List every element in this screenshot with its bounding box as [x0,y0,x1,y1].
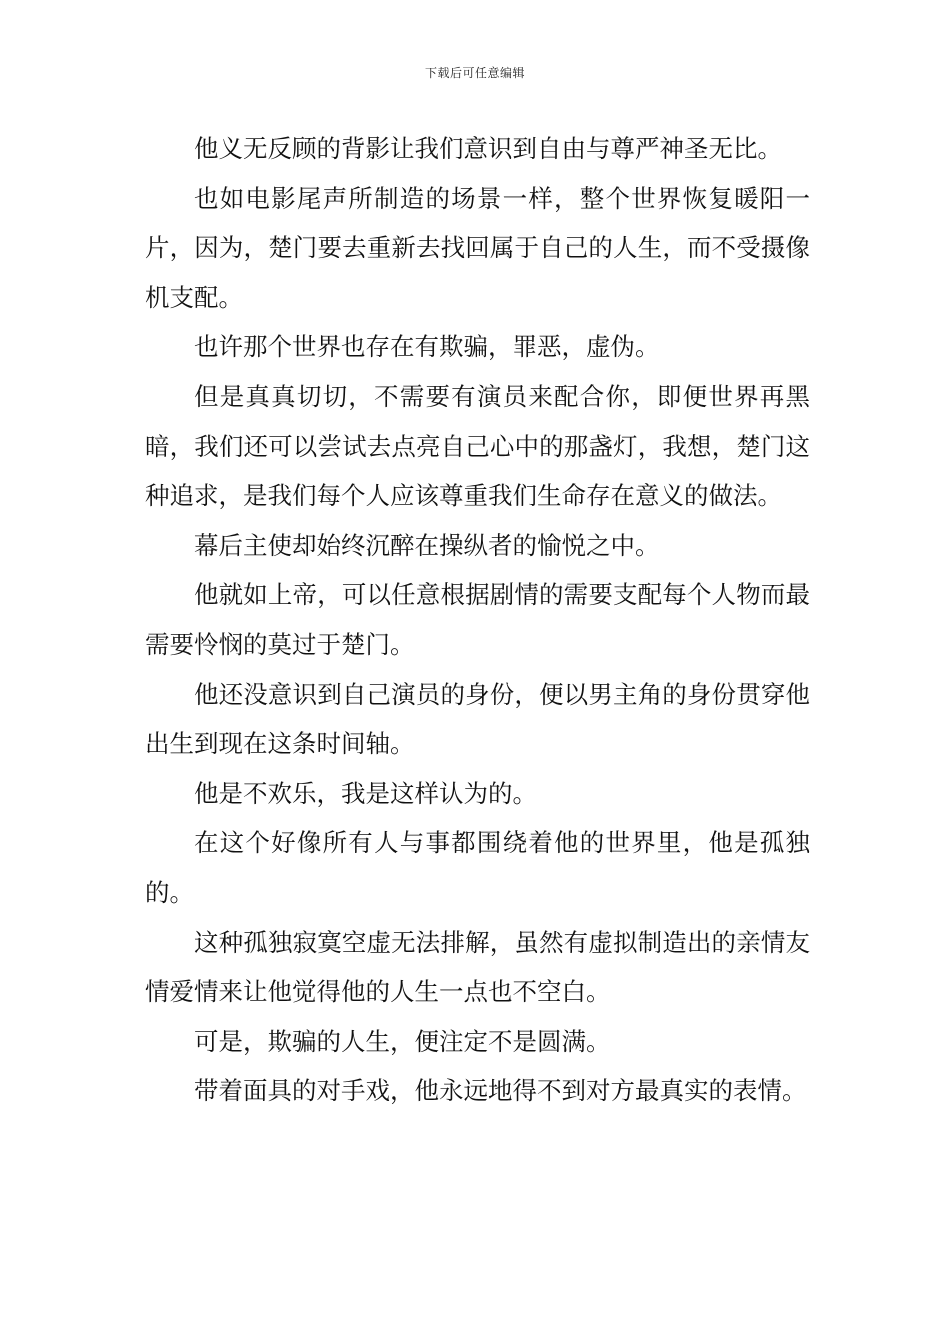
document-body [145,124,810,1116]
paragraph: 可是，欺骗的人生，便注定不是圆满。 [194,1026,611,1056]
paragraph: 带着面具的对手戏，他永远地得不到对方最真实的表情。 [194,1076,807,1106]
paragraph: 他还没意识到自己演员的身份，便以男主角的身份贯穿他出生到现在这条时间轴。 [145,679,810,759]
paragraph: 在这个好像所有人与事都围绕着他的世界里，他是孤独的。 [145,828,810,907]
page-header: 下载后可任意编辑 [424,66,525,80]
paragraph: 他是不欢乐，我是这样认为的。 [194,778,537,808]
paragraph: 这种孤独寂寞空虚无法排解，虽然有虚拟制造出的亲情友情爱情来让他觉得他的人生一点也不空白。 [145,927,810,1007]
paragraph: 但是真真切切，不需要有演员来配合你，即便世界再黑暗，我们还可以尝试去点亮自己心中的那盏灯，我想，楚门这种追求，是我们每个人应该尊重我们生命存在意义的做法。 [145,381,810,511]
paragraph: 也许那个世界也存在有欺骗，罪恶，虚伪。 [194,332,660,362]
paragraph: 他义无反顾的背影让我们意识到自由与尊严神圣无比。 [194,134,782,163]
paragraph: 也如电影尾声所制造的场景一样，整个世界恢复暖阳一片，因为，楚门要去重新去找回属于自己的人生，而不受摄像机支配。 [145,183,810,312]
paragraph: 幕后主使却始终沉醉在操纵者的愉悦之中。 [194,530,660,560]
paragraph: 他就如上帝，可以任意根据剧情的需要支配每个人物而最需要怜悯的莫过于楚门。 [145,580,810,659]
